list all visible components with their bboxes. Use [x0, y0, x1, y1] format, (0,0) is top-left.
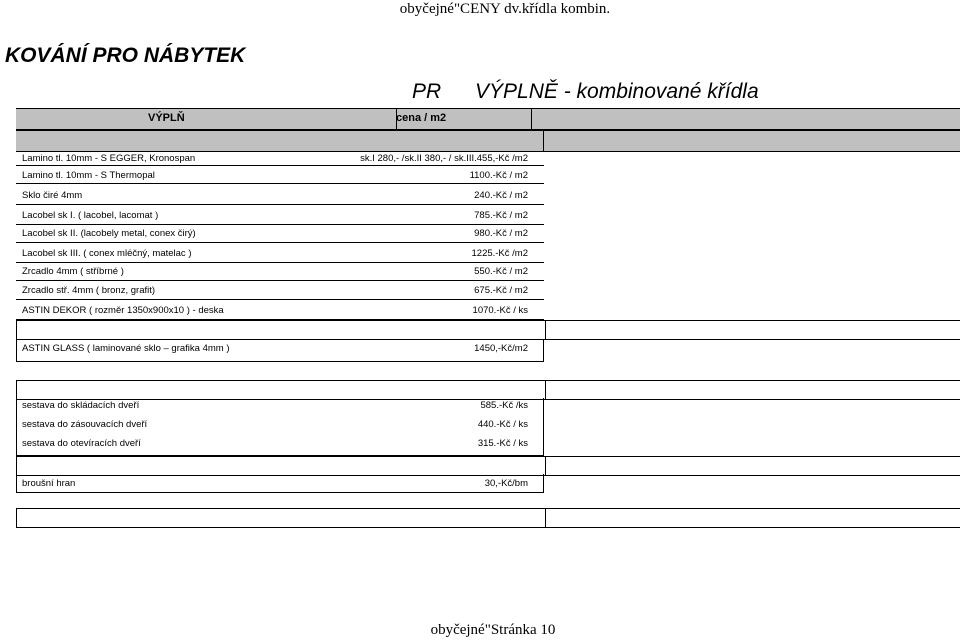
row-price: 785.-Kč / m2: [474, 210, 528, 221]
row-price: 1100.-Kč / m2: [469, 170, 528, 181]
row-price: 315.-Kč / ks: [477, 438, 528, 449]
spacer-row: [16, 508, 960, 528]
column-header-bar: [16, 108, 960, 130]
row-label: Lacobel sk II. (lacobely metal, conex čirý): [22, 228, 196, 239]
row-price: 675.-Kč / m2: [474, 285, 528, 296]
page-header: obyčejné"CENY dv.křídla kombin.: [399, 1, 611, 17]
spacer-row: [16, 380, 960, 400]
row-price: 1225.-Kč /m2: [471, 248, 528, 259]
page-title: KOVÁNÍ PRO NÁBYTEK: [5, 44, 246, 67]
spacer-row: [16, 456, 960, 476]
row-label: sestava do zásouvacích dveří: [22, 419, 148, 430]
column-header-cena: cena / m2: [396, 112, 447, 124]
row-label: Sklo čiré 4mm: [22, 190, 83, 201]
page-footer: obyčejné"Stránka 10: [430, 622, 556, 638]
row-price: 585.-Kč /ks: [480, 400, 528, 411]
row-price: 30,-Kč/bm: [484, 478, 528, 489]
row-label: Lacobel sk I. ( lacobel, lacomat ): [22, 210, 159, 221]
row-price: 240.-Kč / m2: [474, 190, 528, 201]
row-label: Lamino tl. 10mm - S Thermopal: [22, 170, 155, 181]
row-label: Lacobel sk III. ( conex mléčný, matelac ): [22, 248, 192, 259]
row-price: 1070.-Kč / ks: [472, 305, 528, 316]
row-price: 550.-Kč / m2: [474, 266, 528, 277]
spacer-row: [16, 320, 960, 340]
row-label: Lamino tl. 10mm - S EGGER, Kronospan: [22, 153, 196, 164]
row-price: 980.-Kč / m2: [474, 228, 528, 239]
row-price: 440.-Kč / ks: [477, 419, 528, 430]
row-label: broušní hran: [22, 478, 76, 489]
row-label: ASTIN GLASS ( laminované sklo – grafika 4mm ): [22, 343, 230, 354]
header-divider-bar: [16, 130, 960, 152]
row-label: sestava do skládacích dveří: [22, 400, 140, 411]
row-label: sestava do otevíracích dveří: [22, 438, 141, 449]
pr-label: PR: [412, 80, 442, 103]
row-label: ASTIN DEKOR ( rozměr 1350x900x10 ) - deska: [22, 305, 224, 316]
row-label: Zrcadlo stř. 4mm ( bronz, grafit): [22, 285, 156, 296]
row-price: 1450,-Kč/m2: [474, 343, 528, 354]
row-label: Zrcadlo 4mm ( stříbrné ): [22, 266, 124, 277]
row-price: sk.I 280,- /sk.II 380,- / sk.III.455,-Kč /m2: [360, 153, 528, 164]
column-header-vypln: VÝPLŇ: [148, 112, 185, 124]
section-title: VÝPLNĚ - kombinované křídla: [475, 80, 759, 103]
